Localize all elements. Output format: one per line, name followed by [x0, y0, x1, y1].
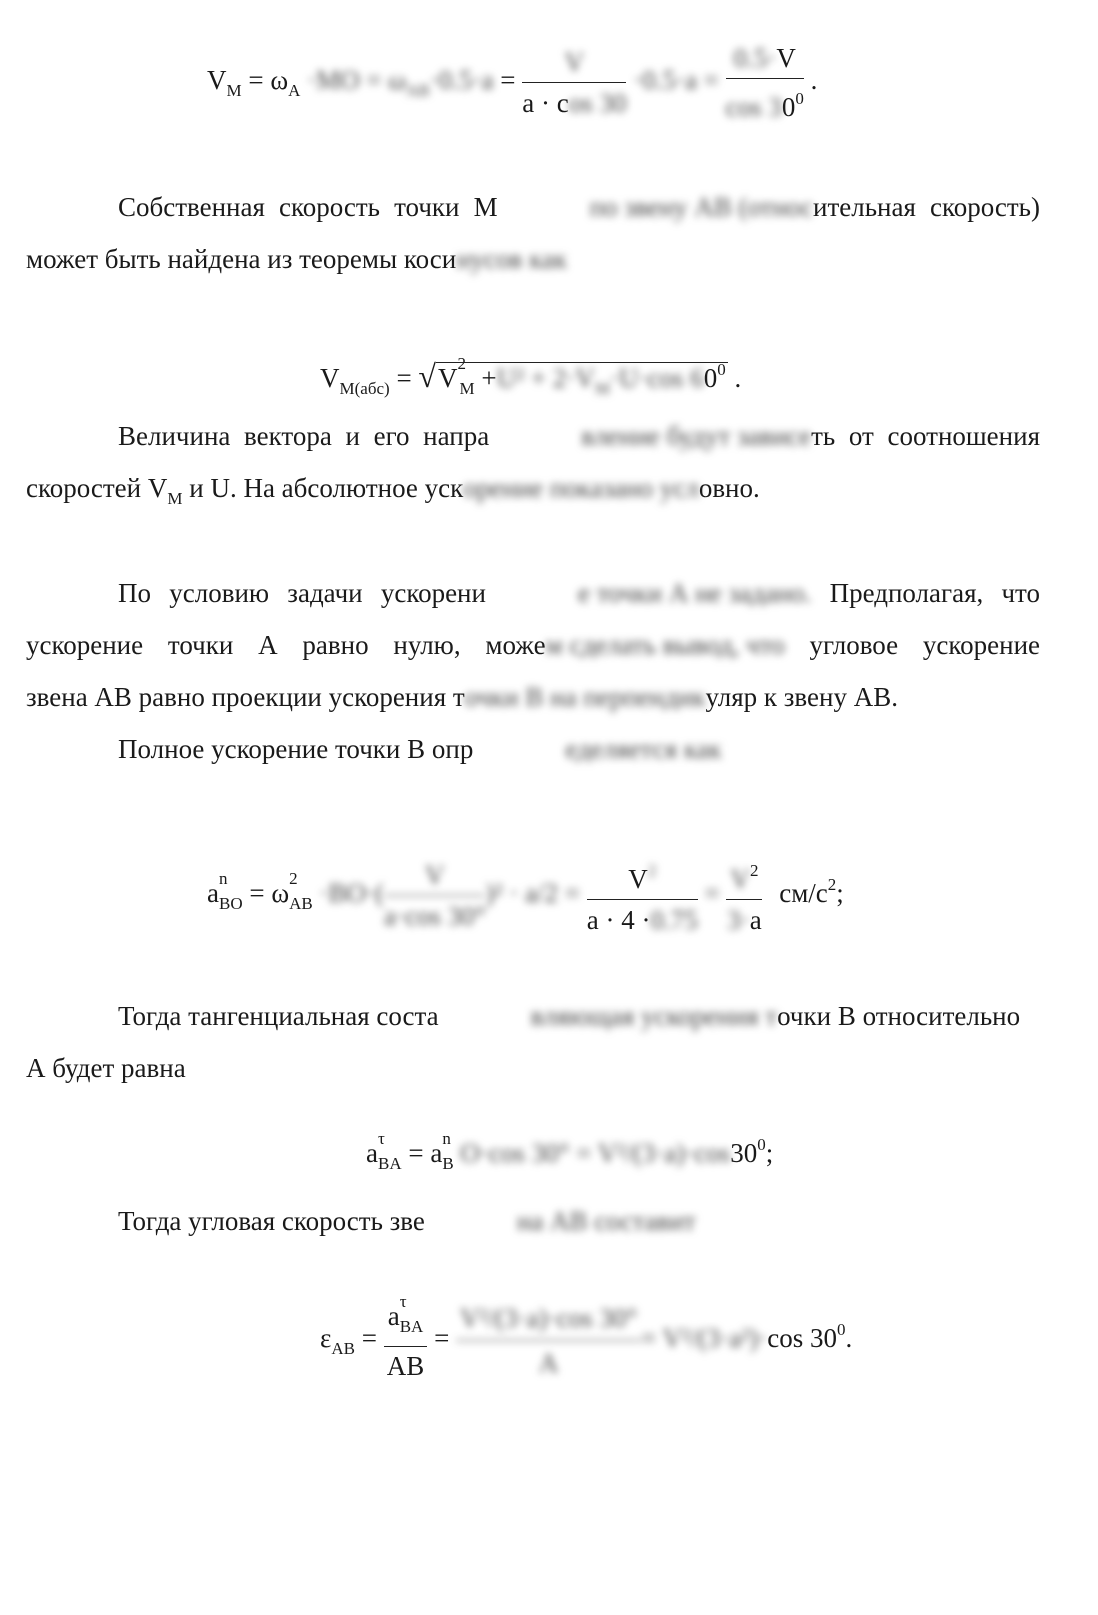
- abo-blurred-part: ·BO·( $\frac{V}{a\cdot\cos 30^\circ}$ )² · a/2 =: [319, 848, 580, 938]
- vm-blurred-part: $\cdot MO = \omega_{AB}\cdot 0.5\cdot a$: [307, 65, 494, 100]
- eps-blurred-part: $\frac{\text{V²/(3·a)·cos 30°}}{A}$ = V²/(3·a²)·: [456, 1278, 767, 1398]
- paragraph-tangential-component: [26, 990, 1040, 1094]
- paragraph-relative-velocity: [26, 181, 1040, 285]
- vm-lhs: $V_M$: [207, 65, 242, 100]
- paragraph-vector-magnitude: [26, 410, 1040, 514]
- text-line: скоростей $V_M$ и U. На абсолютное ускорение показано условно.: [26, 473, 760, 508]
- eps-fraction: a τ $_{BA}$ AB: [384, 1299, 428, 1383]
- formula-eps: $\varepsilon_{AB}$ = a τ $_{BA}$ AB = $\frac{\text{V²/(3·a)·cos 30°}}{A}$ = V²/(3·a²)·cos $30^0$.: [320, 1270, 852, 1390]
- text-line: ускорение точки А равно нулю, можем сделать вывод, что угловое ускорение: [26, 630, 1040, 660]
- text-line: Величина вектора и его напра вление будут зависеть от соотношения: [118, 421, 1040, 451]
- abo-fraction-2: $\frac{V^2}{3\cdot a}$: [726, 853, 762, 938]
- vm-fraction-2: $\frac{0.5\cdot V}{\cos 30^0}$: [726, 40, 804, 125]
- abo-fraction: $\frac{V2}{a \cdot 4 \cdot 0.75}$: [587, 853, 698, 938]
- text-line: звена АВ равно проекции ускорения точки В на перпендикуляр к звену АВ.: [26, 682, 898, 712]
- text-line: Собственная скорость точки М по звену АВ (относительная скорость): [118, 192, 1040, 222]
- formula-vm: $V_M = \omega_A \cdot MO = \omega_{AB}\cdot 0.5\cdot a$ = $\frac{V}{a \cdot \cos 30}$ ·0.5·a = $\frac{0.5\cdot V}{\cos 30^0}$ .: [207, 40, 817, 120]
- paragraph-acceleration-condition: [26, 567, 1040, 775]
- formula-abo: a n $_{BO}$ = ω 2 $_{AB}$ ·BO·( $\frac{V}{a\cdot\cos 30^\circ}$ )² · a/2 = $\frac{V2}{a \cdot 4 \cdot 0.75}$ = $\frac{V^2}{3\cdot a}$ $см/с^2$;: [207, 840, 844, 930]
- text-line: Тогда угловая скорость зве на АВ составит: [118, 1206, 696, 1236]
- sqrt-symbol: √: [418, 358, 436, 394]
- formula-vabs: $V_{M(абс)} = √V$ 2 $_M +U^2 + 2\cdot V_M\cdot U\cdot\cos$ $60^0$ .: [320, 354, 742, 398]
- paragraph-angular-velocity: [26, 1195, 1040, 1247]
- text-line: А будет равна: [26, 1053, 186, 1083]
- text-line: Полное ускорение точки В опр еделяется как: [118, 734, 722, 764]
- text-line: Тогда тангенциальная соста вляющая ускорения точки В относительно: [118, 1001, 1021, 1031]
- vm-fraction-1: $\frac{V}{a \cdot \cos 30}$: [522, 44, 626, 121]
- aba-blurred-part: O·cos 30° = V²/(3·a)·cos: [460, 1138, 731, 1168]
- formula-aba: a τ $_{BA}$ = a n $_B$ O·cos $30^\circ = V^2/(3\cdot a)\cdot\cos 30^0$;: [366, 1115, 773, 1175]
- text-line: По условию задачи ускорени е точки А не задано. Предполагая, что: [118, 578, 1040, 608]
- text-line: может быть найдена из теоремы косинусов как: [26, 244, 567, 274]
